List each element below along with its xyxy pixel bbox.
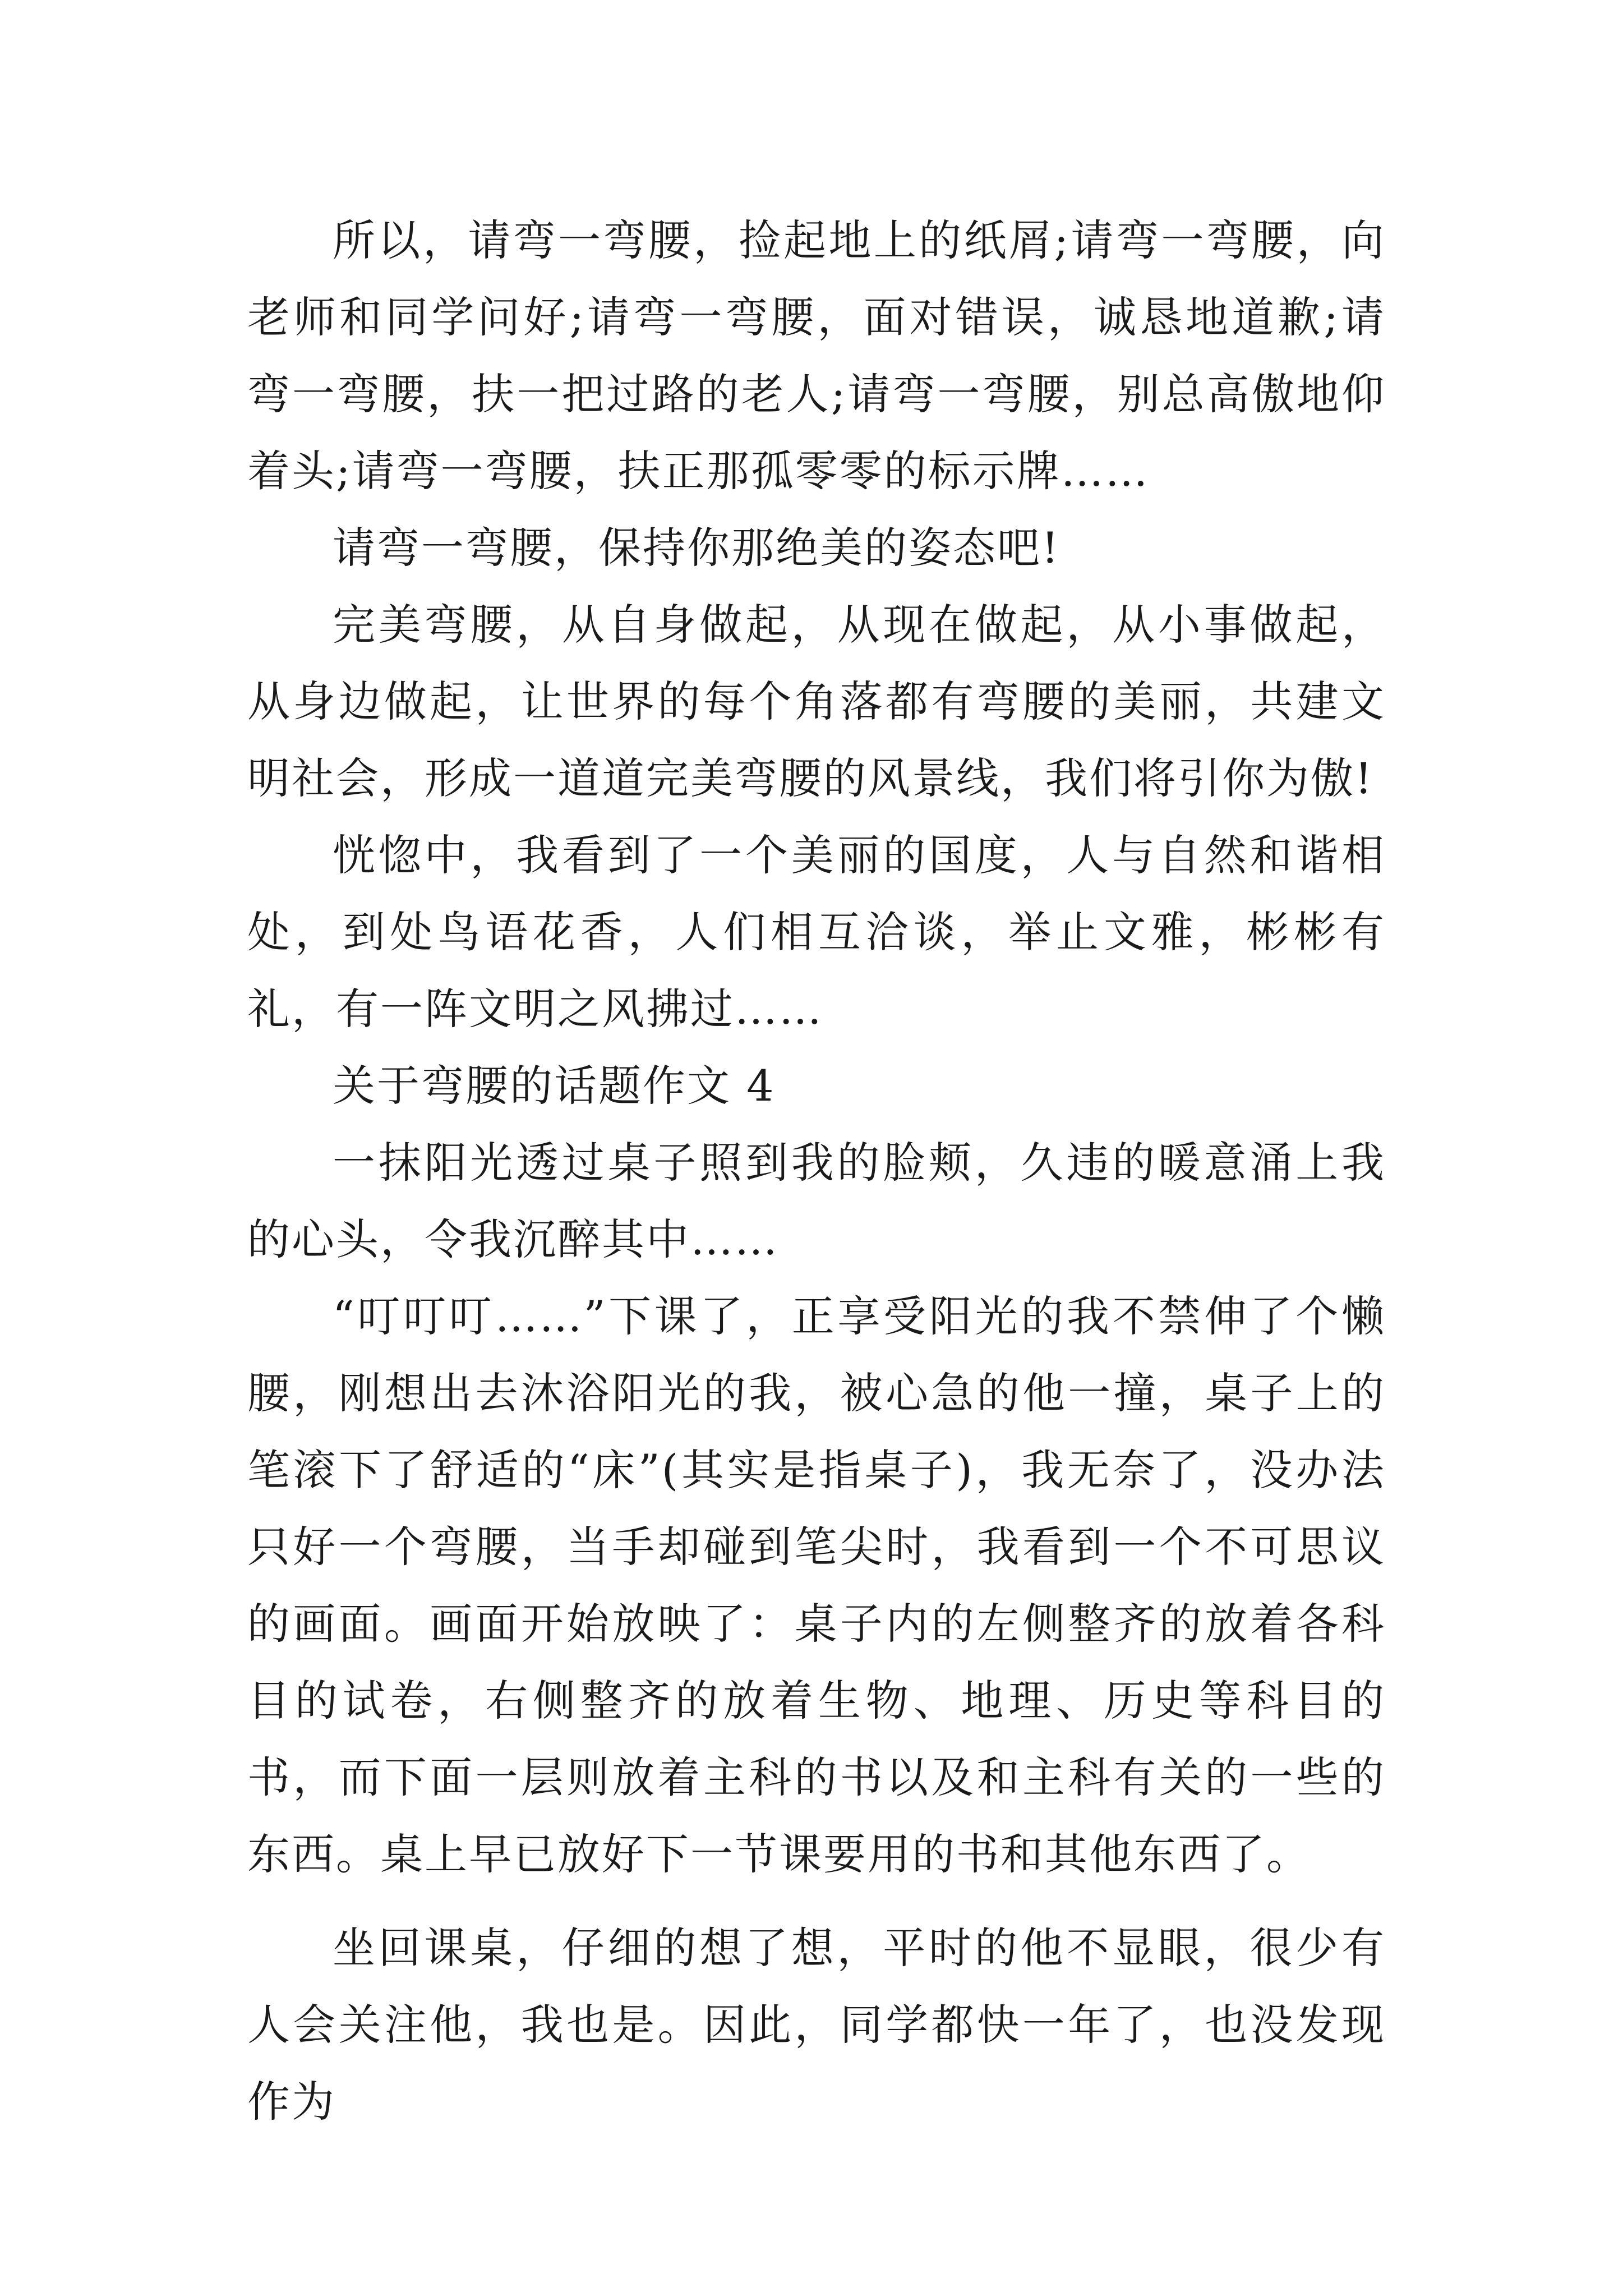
paragraph-keep-posture: 请弯一弯腰，保持你那绝美的姿态吧!	[333, 523, 1061, 573]
paragraph-sunlight: 一抹阳光透过桌子照到我的脸颊，久违的暖意涌上我的心头，令我沉醉其中……	[247, 1138, 1386, 1264]
paragraph-perfect-bend: 完美弯腰，从自身做起，从现在做起，从小事做起，从身边做起，让世界的每个角落都有弯腰的美丽，共建文明社会，形成一道道完美弯腰的风景线，我们将引你为傲!	[247, 600, 1386, 803]
paragraph-reflection: 坐回课桌，仔细的想了想，平时的他不显眼，很少有人会关注他，我也是。因此，同学都快一年了，也没发现作为	[247, 1923, 1386, 2127]
paragraph-desk-scene: “叮叮叮……”下课了，正享受阳光的我不禁伸了个懒腰，刚想出去沐浴阳光的我，被心急的他一撞，桌子上的笔滚下了舒适的“床”(其实是指桌子)，我无奈了，没办法只好一个弯腰，当手却碰到笔尖时，我看到一个不可思议的画面。画面开始放映了：桌子内的左侧整齐的放着各科目的试卷，右侧整齐的放着生物、地理、历史等科目的书，而下面一层则放着主科的书以及和主科有关的一些的东西。桌上早已放好下一节课要用的书和其他东西了。	[247, 1291, 1386, 1879]
essay-heading: 关于弯腰的话题作文 4	[333, 1061, 776, 1111]
paragraph-dreamland: 恍惚中，我看到了一个美丽的国度，人与自然和谐相处，到处鸟语花香，人们相互洽谈，举止文雅，彬彬有礼，有一阵文明之风拂过……	[247, 830, 1386, 1034]
paragraph-bend-down-list: 所以，请弯一弯腰，捡起地上的纸屑;请弯一弯腰，向老师和同学问好;请弯一弯腰，面对错误，诚恳地道歉;请弯一弯腰，扶一把过路的老人;请弯一弯腰，别总高傲地仰着头;请弯一弯腰，扶正那孤零零的标示牌……	[247, 215, 1386, 496]
essay-body	[247, 202, 1386, 2140]
